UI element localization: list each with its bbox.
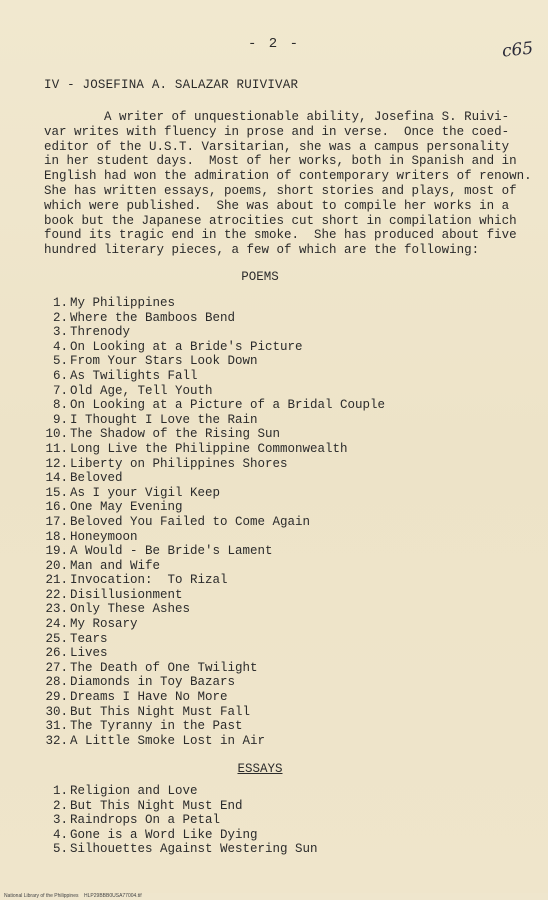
item-number: 20. [45, 558, 68, 573]
item-title: Disillusionment [70, 587, 183, 602]
list-item [32, 661, 385, 676]
item-number: 5. [52, 842, 68, 857]
list-item [32, 632, 385, 647]
list-item [32, 530, 385, 545]
item-number: 1. [52, 296, 68, 310]
list-item [32, 784, 318, 799]
list-item [32, 544, 385, 559]
list-item [32, 471, 385, 486]
item-number: 4. [52, 339, 68, 354]
list-item [32, 354, 385, 369]
item-number: 29. [45, 690, 68, 705]
item-number: 18. [45, 529, 68, 544]
handwritten-page-mark: c65 [501, 38, 535, 62]
item-title: On Looking at a Bride's Picture [70, 339, 303, 354]
list-item [32, 413, 385, 428]
item-number: 24. [45, 617, 68, 632]
item-number: 2. [52, 798, 68, 813]
item-title: Dreams I Have No More [70, 690, 228, 705]
archive-footer: National Library of the Philippines HLP29BBB0USA77004.tif [0, 893, 548, 900]
biography-paragraph [44, 110, 532, 258]
list-item [32, 813, 318, 828]
item-number: 17. [45, 514, 68, 529]
item-number: 7. [52, 383, 68, 398]
item-number: 8. [52, 398, 68, 413]
list-item [32, 500, 385, 515]
item-number: 3. [52, 325, 68, 340]
item-number: 9. [52, 412, 68, 427]
list-item [32, 384, 385, 399]
list-item [32, 311, 385, 326]
paragraph-line: which were published. She was about to compile her works in a [44, 198, 510, 213]
item-title: My Philippines [70, 296, 176, 310]
item-title: Gone is a Word Like Dying [70, 827, 258, 842]
poems-list [32, 296, 385, 748]
item-title: Raindrops On a Petal [70, 813, 221, 828]
item-title: My Rosary [70, 617, 138, 632]
item-title: But This Night Must Fall [70, 704, 251, 719]
paragraph-line: book but the Japanese atrocities cut short in compilation which [44, 213, 517, 228]
item-title: The Shadow of the Rising Sun [70, 427, 281, 442]
item-number: 14. [45, 471, 68, 486]
item-number: 27. [45, 660, 68, 675]
item-title: Only These Ashes [70, 602, 191, 617]
paragraph-line: var writes with fluency in prose and in verse. Once the coed- [44, 124, 510, 139]
item-title: Honeymoon [70, 529, 138, 544]
list-item [32, 369, 385, 384]
item-number: 23. [45, 602, 68, 617]
item-number: 11. [45, 441, 68, 456]
item-number: 4. [52, 827, 68, 842]
list-item [32, 457, 385, 472]
list-item [32, 515, 385, 530]
list-item [32, 442, 385, 457]
item-number: 21. [45, 573, 68, 588]
list-item [32, 842, 318, 857]
item-number: 30. [45, 704, 68, 719]
list-item [32, 602, 385, 617]
item-title: One May Evening [70, 500, 183, 515]
item-title: From Your Stars Look Down [70, 354, 258, 369]
essays-title: ESSAYS [237, 762, 283, 776]
list-item [32, 340, 385, 355]
paragraph-line: English had won the admiration of contemporary writers of renown. [44, 169, 532, 184]
item-number: 5. [52, 354, 68, 369]
list-item [32, 675, 385, 690]
item-title: Man and Wife [70, 558, 161, 573]
list-item [32, 828, 318, 843]
item-number: 22. [45, 587, 68, 602]
item-title: Long Live the Philippine Commonwealth [70, 441, 348, 456]
item-title: Threnody [70, 325, 131, 340]
item-title: The Tyranny in the Past [70, 719, 243, 734]
essays-list [32, 784, 318, 857]
item-title: Silhouettes Against Westering Sun [70, 842, 318, 857]
item-title: Religion and Love [70, 784, 198, 798]
item-title: But This Night Must End [70, 798, 243, 813]
list-item [32, 690, 385, 705]
list-item [32, 398, 385, 413]
item-number: 10. [45, 427, 68, 442]
page-number: - 2 - [247, 36, 300, 52]
item-number: 28. [45, 675, 68, 690]
item-title: A Little Smoke Lost in Air [70, 733, 266, 748]
item-number: 2. [52, 310, 68, 325]
list-item [32, 486, 385, 501]
item-title: Liberty on Philippines Shores [70, 456, 288, 471]
list-item [32, 325, 385, 340]
item-title: Tears [70, 631, 108, 646]
item-number: 31. [45, 719, 68, 734]
item-number: 1. [52, 784, 68, 798]
list-item [32, 719, 385, 734]
item-number: 15. [45, 485, 68, 500]
item-number: 32. [45, 733, 68, 748]
list-item [32, 646, 385, 661]
item-title: Lives [70, 646, 108, 661]
paragraph-line: A writer of unquestionable ability, Josefina S. Ruivi- [44, 110, 510, 124]
item-title: On Looking at a Picture of a Bridal Couple [70, 398, 386, 413]
list-item [32, 296, 385, 311]
item-title: Diamonds in Toy Bazars [70, 675, 236, 690]
paragraph-line: She has written essays, poems, short stories and plays, most of [44, 183, 517, 198]
item-title: Old Age, Tell Youth [70, 383, 213, 398]
item-title: As I your Vigil Keep [70, 485, 221, 500]
item-number: 25. [45, 631, 68, 646]
poems-title: POEMS [241, 270, 279, 284]
item-number: 12. [45, 456, 68, 471]
item-title: I Thought I Love the Rain [70, 412, 258, 427]
paragraph-line: in her student days. Most of her works, both in Spanish and in [44, 154, 517, 169]
item-title: Where the Bamboos Bend [70, 310, 236, 325]
item-title: Invocation: To Rizal [70, 573, 228, 588]
list-item [32, 573, 385, 588]
list-item [32, 617, 385, 632]
list-item [32, 799, 318, 814]
list-item [32, 734, 385, 749]
paragraph-line: found its tragic end in the smoke. She has produced about five [44, 228, 517, 243]
item-number: 3. [52, 813, 68, 828]
section-heading: IV - JOSEFINA A. SALAZAR RUIVIVAR [44, 78, 299, 92]
item-title: As Twilights Fall [70, 368, 198, 383]
item-title: The Death of One Twilight [70, 660, 258, 675]
item-number: 16. [45, 500, 68, 515]
list-item [32, 559, 385, 574]
paragraph-line: editor of the U.S.T. Varsitarian, she was a campus personality [44, 139, 510, 154]
item-number: 26. [45, 646, 68, 661]
item-number: 19. [45, 544, 68, 559]
list-item [32, 588, 385, 603]
list-item [32, 427, 385, 442]
item-number: 6. [52, 368, 68, 383]
paragraph-line: hundred literary pieces, a few of which are the following: [44, 243, 480, 258]
item-title: Beloved [70, 471, 123, 486]
item-title: A Would - Be Bride's Lament [70, 544, 273, 559]
list-item [32, 705, 385, 720]
item-title: Beloved You Failed to Come Again [70, 514, 311, 529]
